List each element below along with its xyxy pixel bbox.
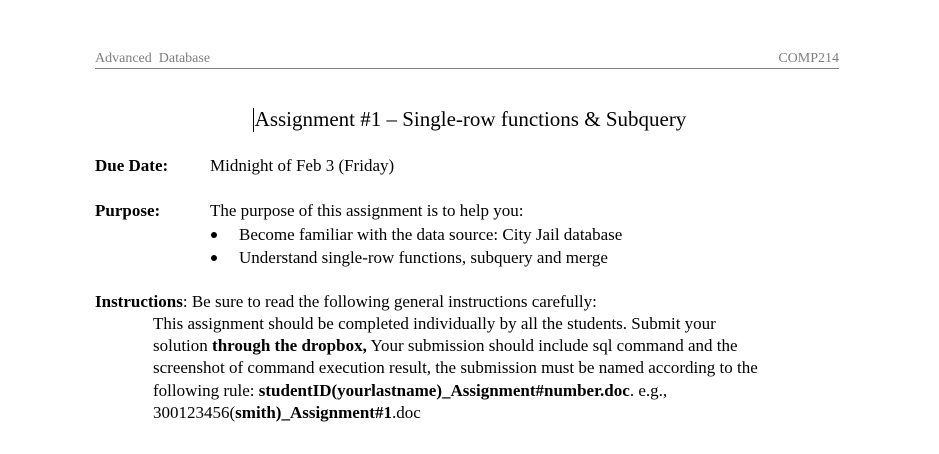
dropbox-emphasis: through the dropbox, — [212, 336, 367, 356]
due-date-label: Due Date: — [95, 156, 169, 175]
instructions-line — [153, 335, 853, 357]
instructions-text: Your submission should include sql command and the — [366, 336, 738, 356]
purpose-intro: The purpose of this assignment is to help you: — [210, 201, 524, 220]
instructions-line — [153, 313, 853, 335]
running-header — [95, 51, 839, 69]
instructions-line — [153, 380, 853, 402]
purpose-item-text: Become familiar with the data source: City Jail database — [239, 225, 623, 244]
instructions-text: . e.g., — [629, 380, 668, 400]
assignment-title-text: Assignment #1 – Single-row functions & Subquery — [254, 107, 687, 131]
list-item — [210, 223, 622, 246]
instructions-text: This assignment should be completed individually by all the students. Submit your — [153, 314, 716, 333]
list-item — [210, 246, 622, 269]
instructions-heading — [95, 290, 597, 313]
bullet-icon — [211, 255, 217, 261]
instructions-text: screenshot of command execution result, the submission must be named according to the — [153, 358, 758, 378]
instructions-text: 300123456( — [153, 402, 236, 422]
instructions-text: .doc — [391, 402, 421, 422]
filename-example: smith)_Assignment#1 — [235, 402, 392, 422]
text-cursor — [253, 108, 254, 132]
instructions-text: solution — [153, 336, 213, 356]
instructions-line — [153, 357, 853, 379]
bullet-icon — [211, 232, 217, 238]
assignment-title — [0, 107, 939, 132]
instructions-label: Instructions — [95, 292, 183, 311]
purpose-list — [210, 223, 622, 269]
instructions-line — [153, 402, 853, 424]
instructions-text: following rule: — [153, 380, 259, 400]
due-date-value: Midnight of Feb 3 (Friday) — [210, 156, 395, 175]
instructions-lead: : Be sure to read the following general instructions carefully: — [182, 292, 597, 311]
instructions-body — [153, 313, 853, 424]
header-course-code: COMP214 — [778, 51, 839, 66]
filename-pattern: studentID(yourlastname)_Assignment#number.doc — [258, 380, 630, 400]
header-course-name: Advanced Database — [95, 51, 211, 66]
purpose-item-text: Understand single-row functions, subquery and merge — [239, 248, 608, 267]
purpose-label: Purpose: — [95, 201, 161, 220]
